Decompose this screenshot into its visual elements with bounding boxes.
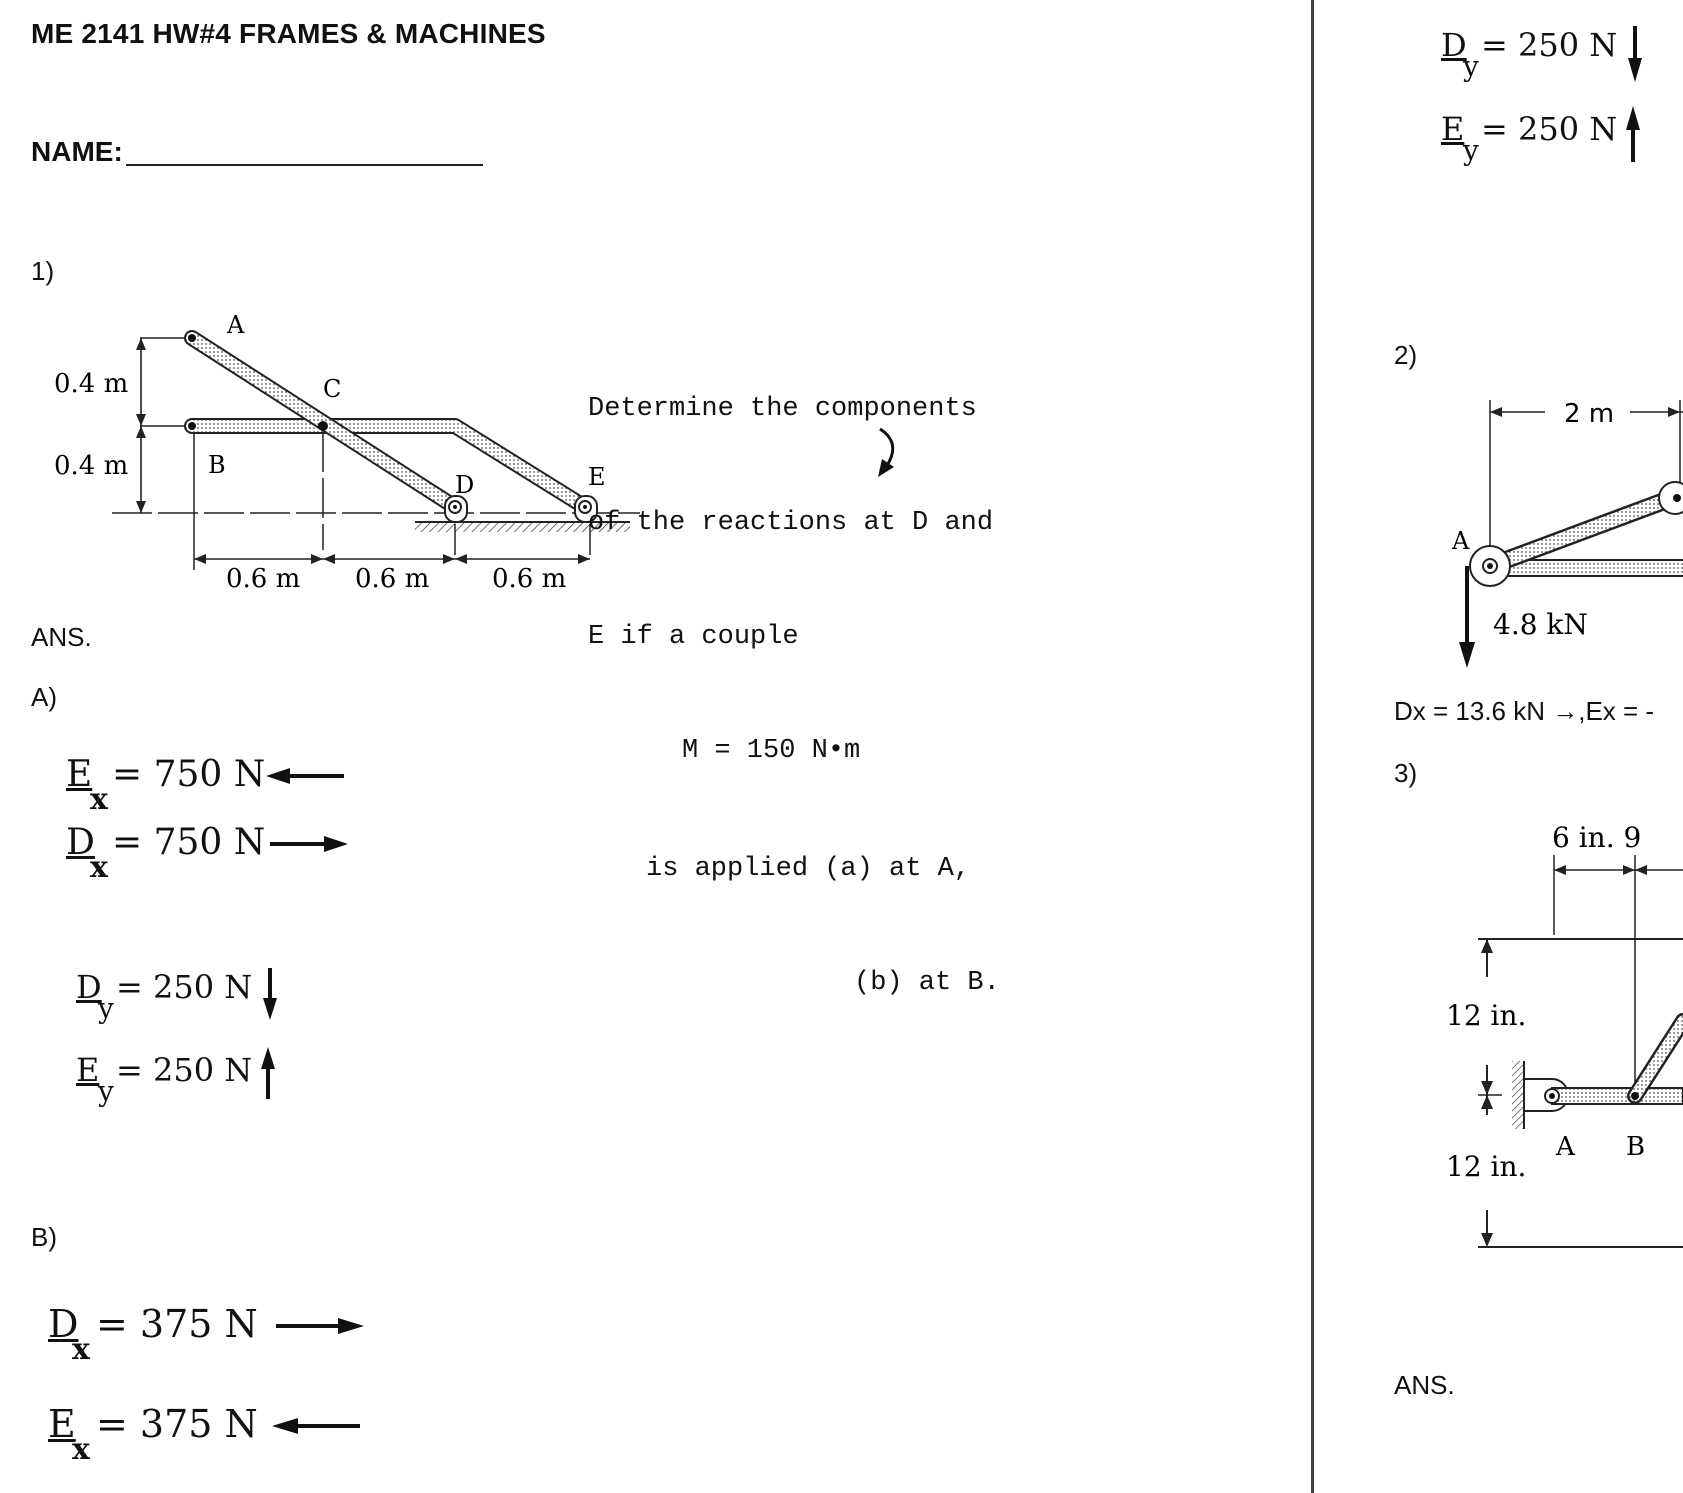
b-dx-sub: x [72,1332,90,1367]
p3-dim-top: 6 in. 9 [1552,821,1642,854]
problem-1-number: 1) [31,256,55,286]
label-d: D [455,471,475,499]
statement-line-1: Determine the components [588,394,977,424]
problem-2-number: 2) [1394,340,1418,370]
problem-1-figure [40,310,640,600]
problem-2-answer: Dx = 13.6 kN →,Ex = - [1394,696,1655,726]
part-b-label: B) [31,1222,57,1252]
p3-label-b: B [1626,1132,1646,1162]
dim-h3: 0.6 m [492,564,567,594]
part-a-label: A) [31,682,57,712]
right-ans-label: ANS. [1394,1370,1455,1400]
dy-value: = 250 N [116,968,253,1006]
dx-symbol: D [66,822,95,863]
dim-v1: 0.4 m [54,369,129,399]
arrow-left-icon [266,766,346,786]
b-ex-symbol: E [48,1402,76,1446]
statement-line-2: of the reactions at D and [588,508,994,538]
page-title: ME 2141 HW#4 FRAMES & MACHINES [31,18,546,49]
r-dy-symbol: D [1441,26,1467,64]
p3-label-a: A [1556,1132,1575,1162]
p3-dim-2: 12 in. [1446,1150,1527,1183]
statement-line-5: is applied (a) at A, [646,854,971,884]
statement-line-6: (b) at B. [854,968,1000,998]
r-ey-value: = 250 N [1481,110,1618,148]
dim-h1: 0.6 m [226,564,301,594]
problem-2-figure [1440,390,1683,680]
p3-dim-1: 12 in. [1446,999,1527,1032]
p2-load: 4.8 kN [1493,608,1588,641]
b-ex-value: = 375 N [96,1402,258,1446]
right-answer-ey [1441,110,1681,170]
ex-sub: x [90,782,108,817]
arrow-up-icon [1623,106,1643,162]
ey-sub: y [98,1075,114,1108]
label-a: A [227,311,245,339]
label-e: E [588,463,606,491]
dim-h2: 0.6 m [355,564,430,594]
answer-a-dx [66,822,386,885]
label-c: C [323,375,342,403]
r-dy-sub: y [1463,50,1479,83]
ey-value: = 250 N [116,1051,253,1089]
p2-dim: 2 m [1564,399,1615,429]
ey-symbol: E [76,1051,100,1089]
dy-sub: y [98,992,114,1025]
name-label: NAME: [31,136,123,167]
arrow-down-icon [1625,26,1645,82]
answer-a-ex [66,754,386,817]
b-dx-symbol: D [48,1302,79,1346]
label-b: B [208,451,226,479]
statement-line-3: E if a couple [588,622,799,652]
column-divider [1311,0,1314,1493]
arrow-right-icon [270,834,350,854]
problem-1-statement [588,314,1000,1040]
name-blank-line [126,164,483,166]
r-dy-value: = 250 N [1481,26,1618,64]
arrow-right-icon [276,1316,366,1336]
problem-3-figure [1440,815,1683,1255]
right-answer-dy [1441,26,1681,86]
answer-b-dx [48,1302,408,1366]
problem-1-ans-label: ANS. [31,622,92,652]
b-ex-sub: x [72,1432,90,1467]
p2-label-a: A [1452,527,1470,555]
statement-moment: M = 150 N•m [682,736,861,766]
answer-b-ex [48,1402,408,1466]
ex-symbol: E [66,754,93,795]
arrow-up-icon [258,1047,278,1099]
answer-a-dy [76,968,316,1028]
answer-a-ey [76,1051,316,1111]
r-ey-symbol: E [1441,110,1465,148]
dim-v2: 0.4 m [54,451,129,481]
b-dx-value: = 375 N [96,1302,258,1346]
couple-arrow-icon [872,425,912,485]
arrow-down-icon [260,968,280,1020]
dx-sub: x [90,850,108,885]
dy-symbol: D [76,968,102,1006]
arrow-left-icon [272,1416,362,1436]
r-ey-sub: y [1463,134,1479,167]
dx-value: = 750 N [112,822,266,863]
ex-value: = 750 N [112,754,266,795]
problem-3-number: 3) [1394,758,1418,788]
